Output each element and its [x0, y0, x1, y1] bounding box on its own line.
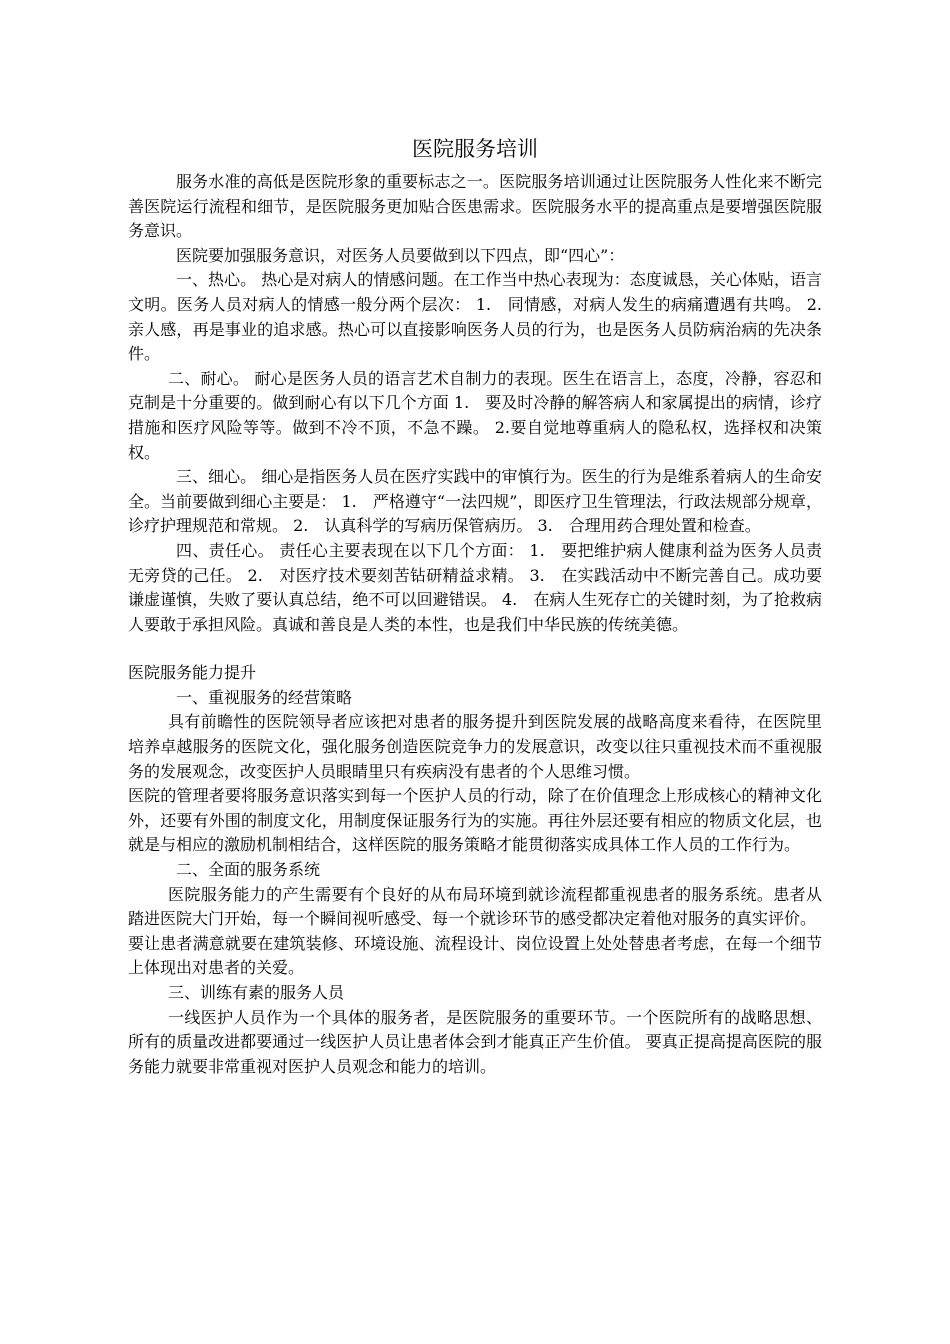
- heart-4-paragraph: 四、责任心。 责任心主要表现在以下几个方面： 1. 要把维护病人健康利益为医务人员责无旁贷的己任。 2. 对医疗技术要刻苦钻研精益求精。 3. 在实践活动中不断完善自己。成功要谦虚谨慎，失败了要认真总结，绝不可以回避错误。 4. 在病人生死存亡的关键时刻，为了抢救病人要敢于承担风险。真诚和善良是人类的本性，也是我们中华民族的传统美德。: [128, 540, 822, 634]
- section-2-paragraph-3: 医院服务能力的产生需要有个良好的从布局环境到就诊流程都重视患者的服务系统。患者从踏进医院大门开始，每一个瞬间视听感受、每一个就诊环节的感受都决定着他对服务的真实评价。: [128, 884, 822, 929]
- four-hearts-lead: 医院要加强服务意识，对医务人员要做到以下四点，即“四心”：: [176, 245, 625, 265]
- section-2-paragraph-5: 一线医护人员作为一个具体的服务者，是医院服务的重要环节。一个医院所有的战略思想、所有的质量改进都要通过一线医护人员让患者体会到才能真正产生价值。 要真正提高提高医院的服务能力就要非常重视对医护人员观念和能力的培训。: [128, 1007, 822, 1076]
- section-spacer: [128, 637, 822, 661]
- section-2-heading-2: 二、全面的服务系统: [176, 860, 321, 880]
- intro-paragraph: 服务水准的高低是医院形象的重要标志之一。医院服务培训通过让医院服务人性化来不断完善医院运行流程和细节，是医院服务更加贴合医患需求。医院服务水平的提高重点是要增强医院服务意识。: [128, 172, 822, 241]
- heart-1-paragraph: 一、热心。 热心是对病人的情感问题。在工作当中热心表现为：态度诚恳，关心体贴，语言文明。医务人员对病人的情感一般分两个层次： 1. 同情感，对病人发生的病痛遭遇有共鸣。 2. 亲人感，再是事业的追求感。热心可以直接影响医务人员的行为，也是医务人员防病治病的先决条件。: [128, 270, 839, 364]
- section-2-paragraph-4: 要让患者满意就要在建筑装修、环境设施、流程设计、岗位设置上处处替患者考虑，在每一个细节上体现出对患者的关爱。: [128, 933, 822, 978]
- heart-2-paragraph: 二、耐心。 耐心是医务人员的语言艺术自制力的表现。医生在语言上，态度，冷静，容忍和克制是十分重要的。做到耐心有以下几个方面 1. 要及时冷静的解答病人和家属提出的病情，诊疗措施和医疗风险等等。做到不冷不顶，不急不躁。 2.要自觉地尊重病人的隐私权，选择权和决策权。: [128, 368, 822, 462]
- section-2-heading-3: 三、训练有素的服务人员: [168, 983, 345, 1002]
- document-page: [128, 136, 839, 1079]
- section-2-heading-1: 一、重视服务的经营策略: [176, 687, 353, 707]
- document-title: 医院服务培训: [412, 137, 538, 161]
- heart-3-paragraph: 三、细心。 细心是指医务人员在医疗实践中的审慎行为。医生的行为是维系着病人的生命安全。当前要做到细心主要是： 1. 严格遵守“一法四规”，即医疗卫生管理法，行政法规部分规章，诊疗护理规范和常规。 2. 认真科学的写病历保管病历。 3. 合理用药合理处置和检查。: [128, 467, 822, 536]
- section-2-paragraph-2: 医院的管理者要将服务意识落实到每一个医护人员的行动，除了在价值理念上形成核心的精神文化外，还要有外围的制度文化，用制度保证服务行为的实施。再往外层还要有相应的物质文化层，也就是与相应的激励机制相结合，这样医院的服务策略才能贯彻落实成具体工作人员的工作行为。: [128, 786, 822, 855]
- section-2-paragraph-1: 具有前瞻性的医院领导者应该把对患者的服务提升到医院发展的战略高度来看待，在医院里培养卓越服务的医院文化，强化服务创造医院竞争力的发展意识，改变以往只重视技术而不重视服务的发展观念，改变医护人员眼睛里只有疾病没有患者的个人思维习惯。: [128, 712, 822, 781]
- section-2-title: 医院服务能力提升: [128, 663, 257, 683]
